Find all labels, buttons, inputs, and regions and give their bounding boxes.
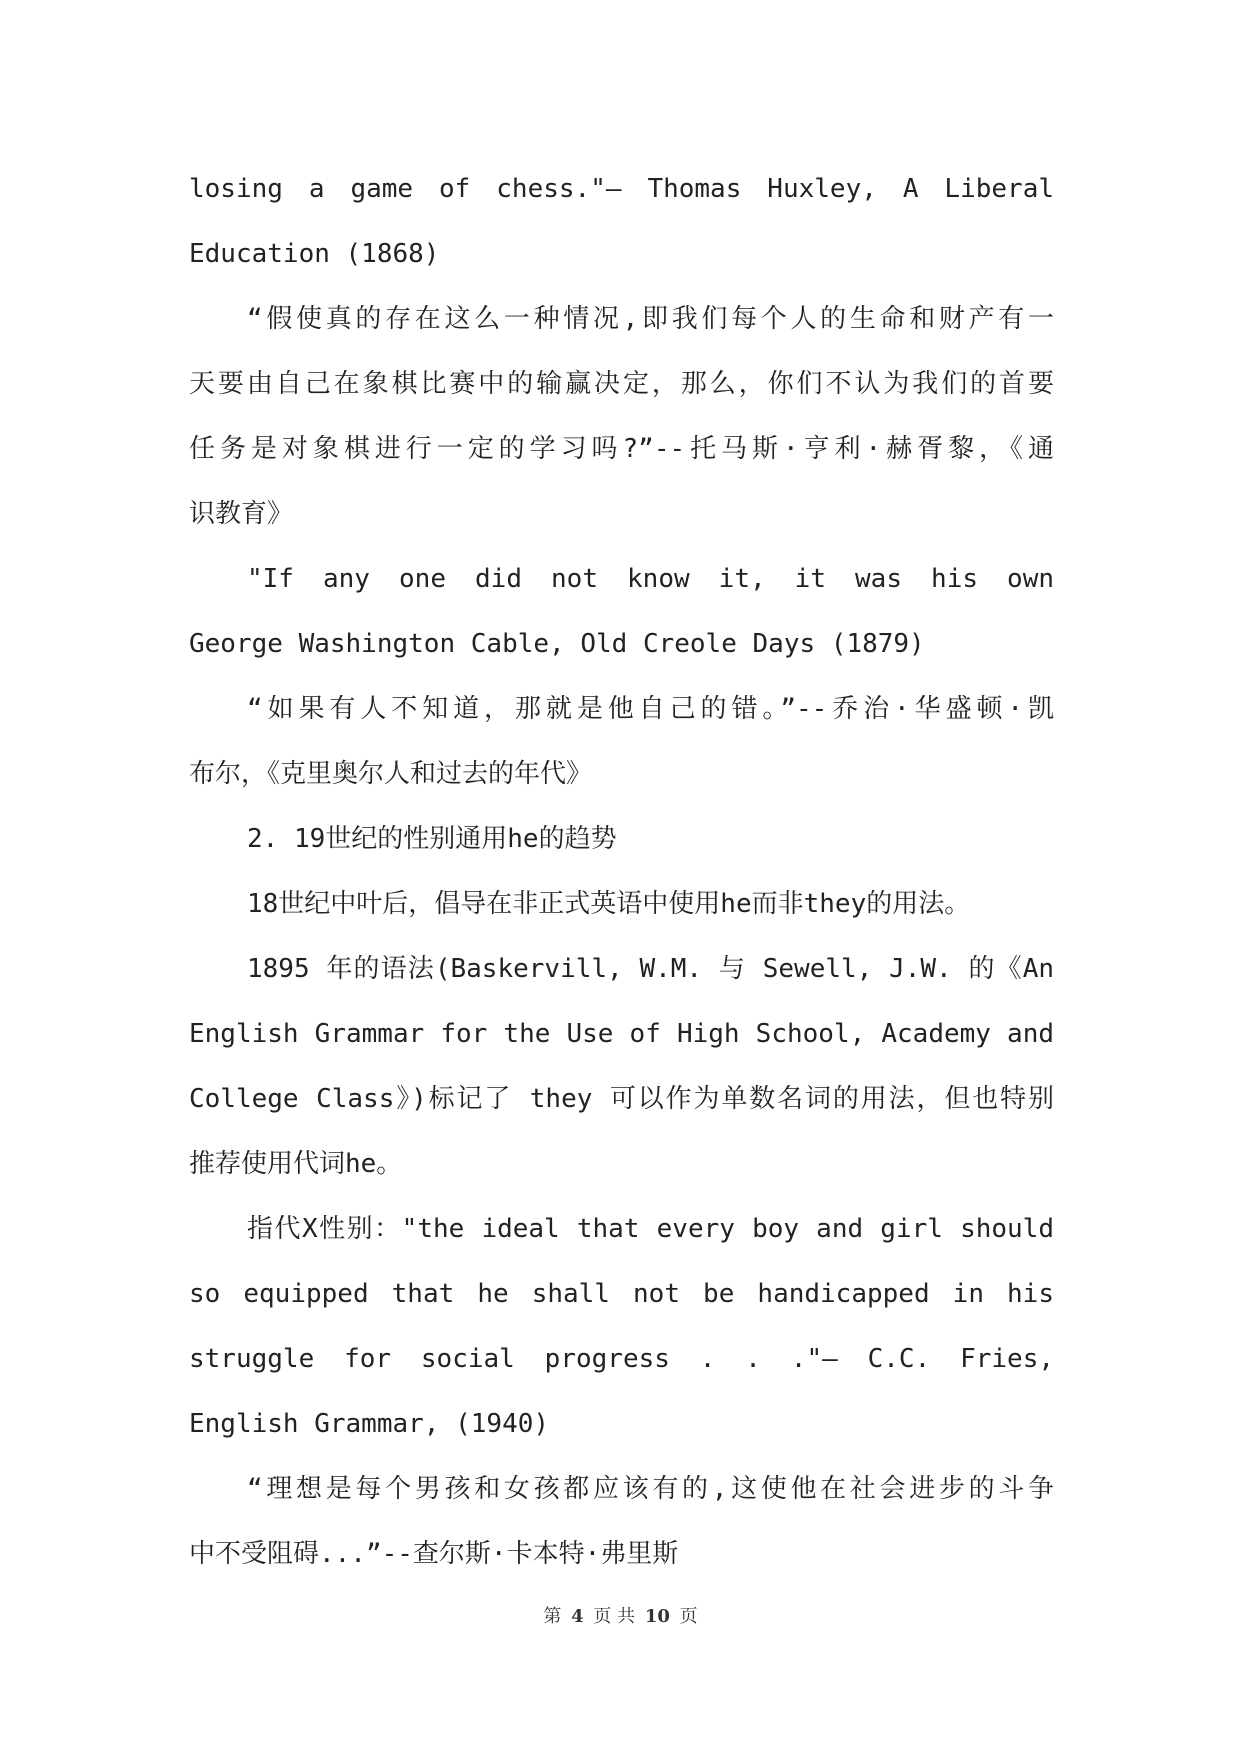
text-line: Education (1868) [189,239,440,269]
body-text [189,157,1054,1587]
section-heading: 2. 19世纪的性别通用he的趋势 [247,824,617,854]
text-line: 1895 年的语法(Baskervill, W.M. 与 Sewell, J.W. 的《An [247,954,1054,984]
text-line: 识教育》 [189,499,294,529]
text-line: English Grammar for the Use of High School, Academy and [189,1019,1054,1049]
text-line: 推荐使用代词he。 [189,1149,403,1179]
footer-suffix: 页 [679,1606,698,1627]
text-line: George Washington Cable, Old Creole Days (1879) [189,629,925,659]
current-page-number: 4 [571,1606,584,1627]
text-line: 指代X性别："the ideal that every boy and girl should [247,1214,1054,1244]
text-line: 天要由自己在象棋比赛中的输赢决定，那么，你们不认为我们的首要 [189,369,1054,399]
text-line: losing a game of chess."— Thomas Huxley, A Liberal [189,174,1054,204]
text-line: “假使真的存在这么一种情况,即我们每个人的生命和财产有一 [247,304,1054,334]
text-line: 18世纪中叶后，倡导在非正式英语中使用he而非they的用法。 [247,889,971,919]
text-line: “理想是每个男孩和女孩都应该有的,这使他在社会进步的斗争 [247,1474,1054,1504]
text-line: English Grammar, (1940) [189,1409,550,1439]
footer-prefix: 第 [543,1606,562,1627]
text-line: “如果有人不知道，那就是他自己的错。”--乔治·华盛顿·凯 [247,694,1054,724]
page-footer [0,1604,1241,1630]
total-page-count: 10 [644,1606,670,1627]
text-line: so equipped that he shall not be handicapped in his [189,1279,1054,1309]
footer-middle: 页 共 [593,1606,636,1627]
text-line: struggle for social progress . . ."— C.C. Fries, [189,1344,1054,1374]
text-line: 布尔，《克里奥尔人和过去的年代》 [189,759,593,789]
text-line: "If any one did not know it, it was his own [247,564,1054,594]
text-line: 任务是对象棋进行一定的学习吗?”--托马斯·亨利·赫胥黎，《通 [189,434,1054,464]
text-line: College Class》)标记了 they 可以作为单数名词的用法，但也特别 [189,1084,1054,1114]
text-line: 中不受阻碍...”--查尔斯·卡本特·弗里斯 [189,1539,679,1569]
